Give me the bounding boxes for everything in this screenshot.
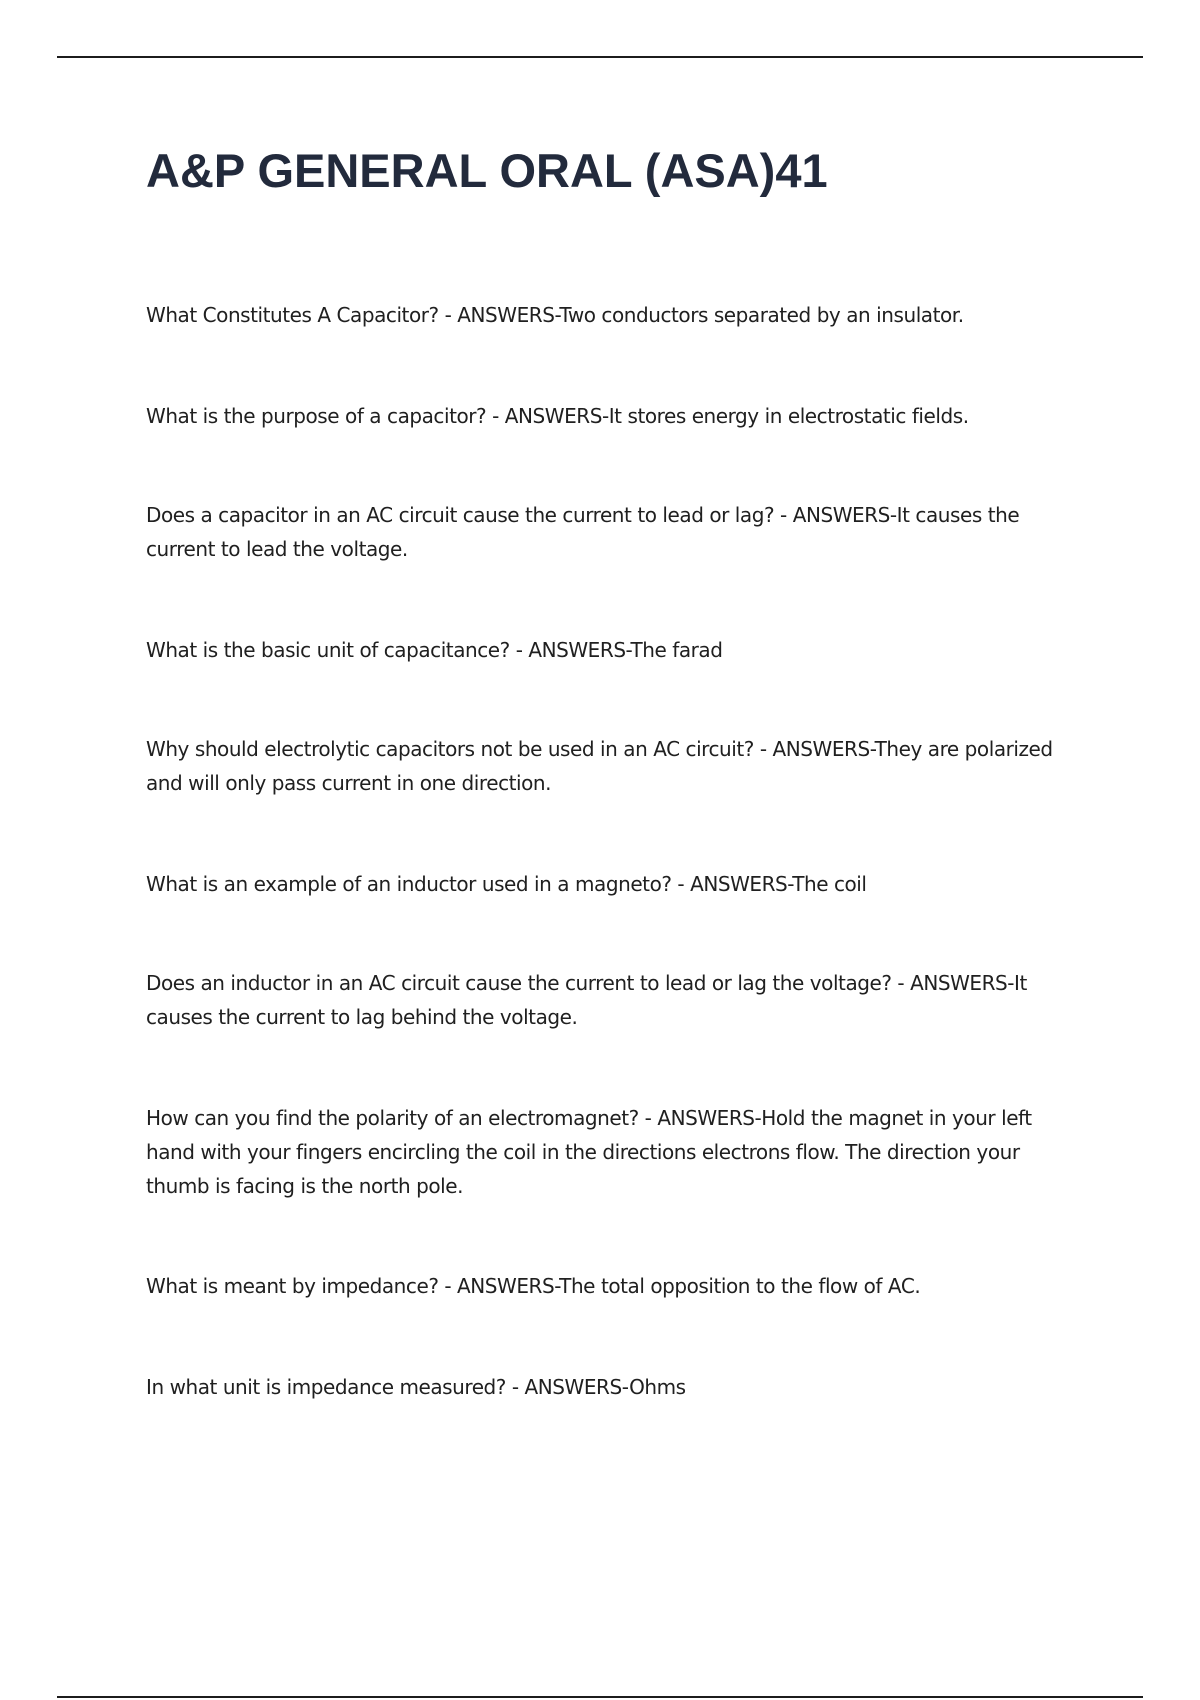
page-title: A&P GENERAL ORAL (ASA)41 [146, 144, 828, 197]
qa-item: What is meant by impedance? - ANSWERS-The total opposition to the flow of AC. [146, 1274, 921, 1298]
qa-item: Why should electrolytic capacitors not be used in an AC circuit? - ANSWERS-They are polarized and will only pass current in one direction. [146, 737, 1053, 795]
qa-item: Does a capacitor in an AC circuit cause the current to lead or lag? - ANSWERS-It causes the current to lead the voltage. [146, 503, 1020, 561]
qa-item: What is an example of an inductor used in a magneto? - ANSWERS-The coil [146, 872, 867, 896]
qa-item: What is the basic unit of capacitance? - ANSWERS-The farad [146, 638, 723, 662]
bottom-rule [57, 1696, 1143, 1698]
qa-item: What is the purpose of a capacitor? - ANSWERS-It stores energy in electrostatic fields. [146, 404, 969, 428]
qa-item: How can you find the polarity of an electromagnet? - ANSWERS-Hold the magnet in your left hand with your fingers encircling the coil in the directions electrons flow. The direction your thumb is facing is the north pole. [146, 1106, 1032, 1198]
top-rule [57, 56, 1143, 58]
qa-item: What Constitutes A Capacitor? - ANSWERS-Two conductors separated by an insulator. [146, 303, 964, 327]
qa-item: In what unit is impedance measured? - ANSWERS-Ohms [146, 1375, 686, 1399]
qa-item: Does an inductor in an AC circuit cause the current to lead or lag the voltage? - ANSWERS-It causes the current to lag behind the voltage. [146, 971, 1027, 1029]
